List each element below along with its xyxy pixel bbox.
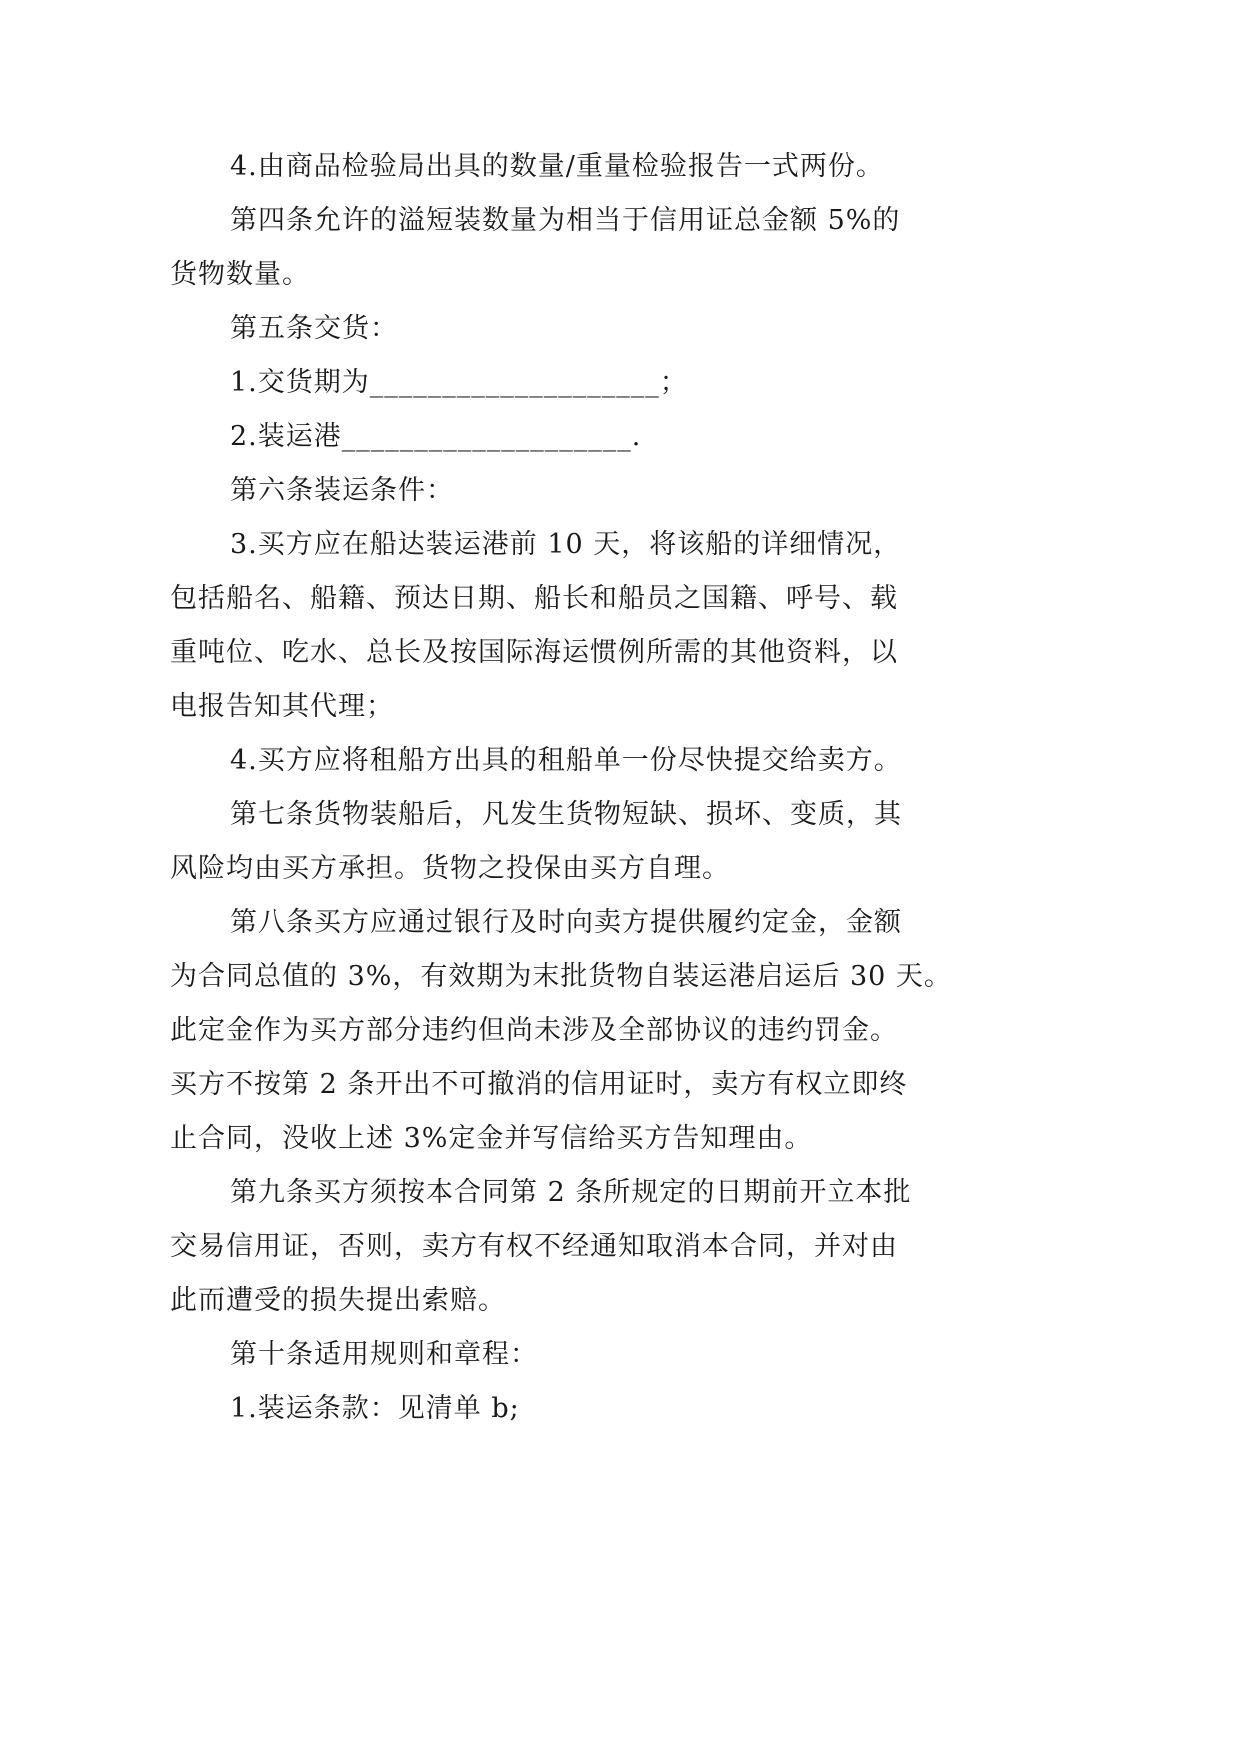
paragraph-inspection-report [170,140,950,194]
text-line: 包括船名、船籍、预达日期、船长和船员之国籍、呼号、载 [170,583,898,614]
text-line: 买方不按第 2 条开出不可撤消的信用证时，卖方有权立即终 [170,1069,908,1100]
text-line: 4.由商品检验局出具的数量/重量检验报告一式两份。 [230,151,884,182]
text-line: 货物数量。 [170,259,310,290]
document-body [170,140,950,1436]
text-line: 第八条买方应通过银行及时向卖方提供履约定金，金额 [230,907,902,938]
text-line: 为合同总值的 3%，有效期为末批货物自装运港启运后 30 天。 [170,961,952,992]
paragraph-loading-port [170,410,950,464]
text-line: 1.交货期为____________________； [230,367,688,398]
text-line: 4.买方应将租船方出具的租船单一份尽快提交给卖方。 [230,745,902,776]
paragraph-article-4 [170,194,950,302]
text-line: 第四条允许的溢短装数量为相当于信用证总金额 5%的 [230,205,901,236]
text-line: 3.买方应在船达装运港前 10 天，将该船的详细情况， [230,529,902,560]
text-line: 第五条交货： [230,313,398,344]
paragraph-article-7 [170,788,950,896]
paragraph-shipping-clause [170,1382,950,1436]
text-line: 重吨位、吃水、总长及按国际海运惯例所需的其他资料，以 [170,637,898,668]
paragraph-delivery-period [170,356,950,410]
text-line: 1.装运条款：见清单 b; [230,1393,520,1424]
paragraph-charter-party [170,734,950,788]
text-line: 第九条买方须按本合同第 2 条所规定的日期前开立本批 [230,1177,912,1208]
text-line: 风险均由买方承担。货物之投保由买方自理。 [170,853,730,884]
paragraph-article-10-heading [170,1328,950,1382]
text-line: 第十条适用规则和章程： [230,1339,538,1370]
text-line: 止合同，没收上述 3%定金并写信给买方告知理由。 [170,1123,813,1154]
text-line: 此定金作为买方部分违约但尚未涉及全部协议的违约罚金。 [170,1015,898,1046]
text-line: 2.装运港____________________. [230,421,642,452]
paragraph-article-6-heading [170,464,950,518]
paragraph-vessel-details [170,518,950,734]
text-line: 交易信用证，否则，卖方有权不经通知取消本合同，并对由 [170,1231,898,1262]
text-line: 电报告知其代理； [170,691,394,722]
paragraph-article-9 [170,1166,950,1328]
text-line: 此而遭受的损失提出索赔。 [170,1285,506,1316]
text-line: 第六条装运条件： [230,475,454,506]
text-line: 第七条货物装船后，凡发生货物短缺、损坏、变质，其 [230,799,902,830]
paragraph-article-5-heading [170,302,950,356]
paragraph-article-8 [170,896,950,1166]
